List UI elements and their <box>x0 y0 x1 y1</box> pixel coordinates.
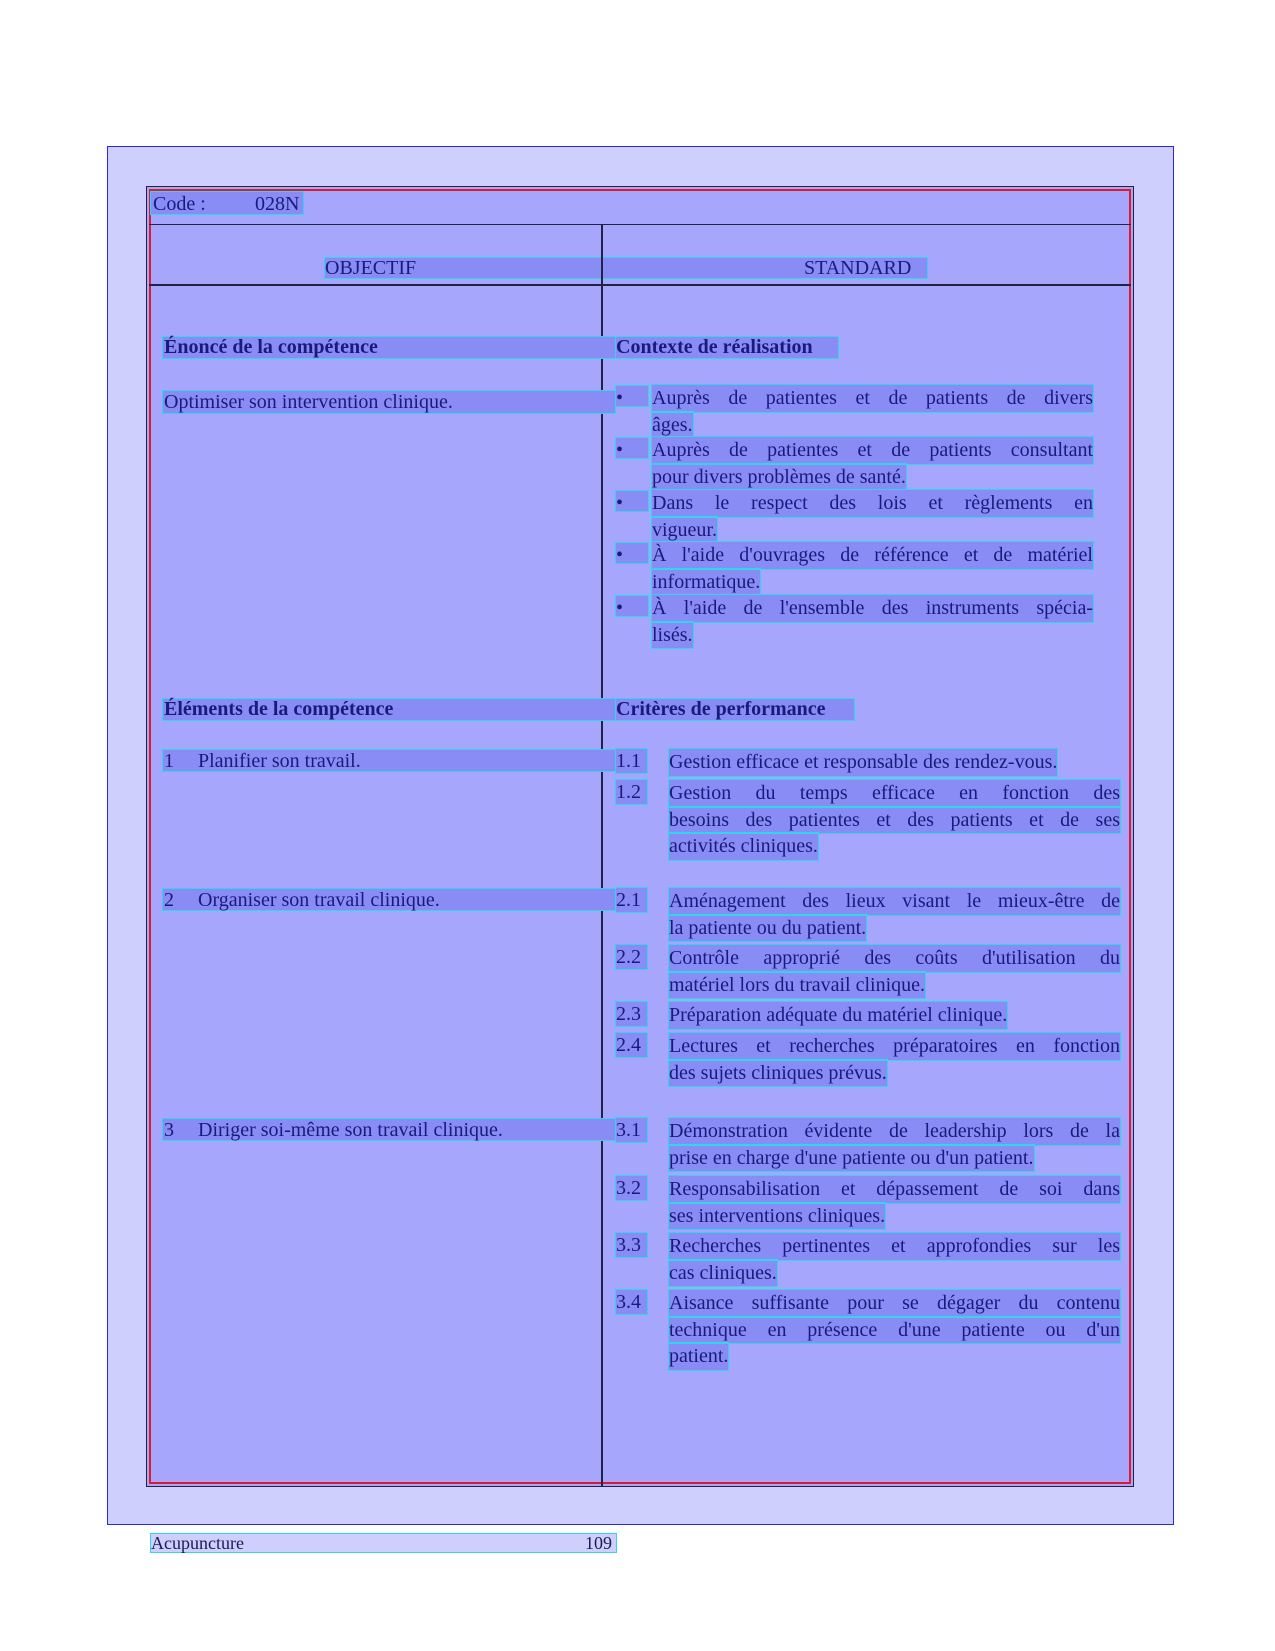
criterion-line: matériel lors du travail clinique. <box>669 972 925 999</box>
context-item <box>652 385 1093 438</box>
criterion-text <box>669 780 1120 860</box>
bullet-icon: • <box>616 596 648 616</box>
footer <box>151 1534 616 1552</box>
criterion-line: la patiente ou du patient. <box>669 915 866 942</box>
context-item-line: Auprès de patientes et de patients consultant <box>652 437 1093 464</box>
element-text: Organiser son travail clinique. <box>198 889 440 911</box>
context-item <box>652 595 1093 648</box>
competence-heading: Énoncé de la compétence <box>164 336 378 358</box>
context-heading: Contexte de réalisation <box>616 336 813 358</box>
criterion-number: 1.2 <box>616 780 647 804</box>
criterion-number: 1.1 <box>616 749 647 773</box>
context-item-line: vigueur. <box>652 517 717 544</box>
criterion-text <box>669 1033 1120 1086</box>
code-value: 028N <box>255 193 300 215</box>
criterion-line: Démonstration évidente de leadership lors de la <box>669 1118 1120 1145</box>
criterion-line: Préparation adéquate du matériel clinique. <box>669 1002 1007 1029</box>
criterion-number: 3.3 <box>616 1233 647 1257</box>
column-header-objectif: OBJECTIF <box>325 257 417 279</box>
criterion-line: des sujets cliniques prévus. <box>669 1060 887 1087</box>
criterion-text <box>669 888 1120 941</box>
column-divider <box>601 224 603 1486</box>
element-number: 3 <box>164 1119 174 1141</box>
context-item-line: Dans le respect des lois et règlements en <box>652 490 1093 517</box>
context-item <box>652 490 1093 543</box>
context-item-line: lisés. <box>652 622 693 649</box>
criterion-text <box>669 945 1120 998</box>
element-number: 2 <box>164 889 174 911</box>
bullet-icon: • <box>616 386 648 406</box>
context-item-line: âges. <box>652 412 693 439</box>
criterion-line: technique en présence d'une patiente ou d'un <box>669 1317 1120 1344</box>
bullet-icon: • <box>616 438 648 458</box>
footer-page-number: 109 <box>585 1533 612 1553</box>
criterion-line: activités cliniques. <box>669 833 818 860</box>
criterion-text <box>669 1176 1120 1229</box>
criterion-line: Lectures et recherches préparatoires en fonction <box>669 1033 1120 1060</box>
criterion-number: 2.3 <box>616 1002 647 1026</box>
criterion-line: Recherches pertinentes et approfondies sur les <box>669 1233 1120 1260</box>
criterion-number: 2.1 <box>616 888 647 912</box>
elements-heading: Éléments de la compétence <box>164 698 394 720</box>
context-item <box>652 437 1093 490</box>
criterion-line: cas cliniques. <box>669 1260 777 1287</box>
criterion-line: Gestion du temps efficace en fonction des <box>669 780 1120 807</box>
bullet-icon: • <box>616 543 648 563</box>
context-item-line: Auprès de patientes et de patients de divers <box>652 385 1093 412</box>
bullet-icon: • <box>616 491 648 511</box>
criteria-heading: Critères de performance <box>616 698 826 720</box>
criterion-number: 3.4 <box>616 1290 647 1314</box>
context-item-line: informatique. <box>652 569 760 596</box>
criterion-text <box>669 1002 1120 1029</box>
context-item-line: pour divers problèmes de santé. <box>652 464 906 491</box>
criterion-text <box>669 749 1120 776</box>
element-text: Diriger soi-même son travail clinique. <box>198 1119 503 1141</box>
criterion-number: 2.2 <box>616 945 647 969</box>
row-divider <box>149 224 1131 225</box>
footer-program: Acupuncture <box>151 1533 244 1553</box>
criterion-line: besoins des patientes et des patients et de ses <box>669 807 1120 834</box>
context-item-line: À l'aide d'ouvrages de référence et de matériel <box>652 542 1093 569</box>
code-label: Code : <box>153 193 206 215</box>
criterion-line: Gestion efficace et responsable des rendez-vous. <box>669 749 1057 776</box>
criterion-number: 3.1 <box>616 1118 647 1142</box>
criterion-number: 2.4 <box>616 1033 647 1057</box>
criterion-number: 3.2 <box>616 1176 647 1200</box>
criterion-line: patient. <box>669 1343 728 1370</box>
element-text: Planifier son travail. <box>198 750 361 772</box>
criterion-text <box>669 1290 1120 1370</box>
context-item <box>652 542 1093 595</box>
criterion-text <box>669 1118 1120 1171</box>
criterion-line: Aménagement des lieux visant le mieux-être de <box>669 888 1120 915</box>
criterion-line: ses interventions cliniques. <box>669 1203 885 1230</box>
criterion-line: Aisance suffisante pour se dégager du contenu <box>669 1290 1120 1317</box>
criterion-line: prise en charge d'une patiente ou d'un patient. <box>669 1145 1034 1172</box>
element-number: 1 <box>164 750 174 772</box>
competence-statement: Optimiser son intervention clinique. <box>164 391 453 413</box>
column-header-standard: STANDARD <box>804 257 912 279</box>
criterion-line: Responsabilisation et dépassement de soi dans <box>669 1176 1120 1203</box>
criterion-text <box>669 1233 1120 1286</box>
criterion-line: Contrôle approprié des coûts d'utilisation du <box>669 945 1120 972</box>
context-item-line: À l'aide de l'ensemble des instruments spécia- <box>652 595 1093 622</box>
header-divider <box>149 284 1131 286</box>
